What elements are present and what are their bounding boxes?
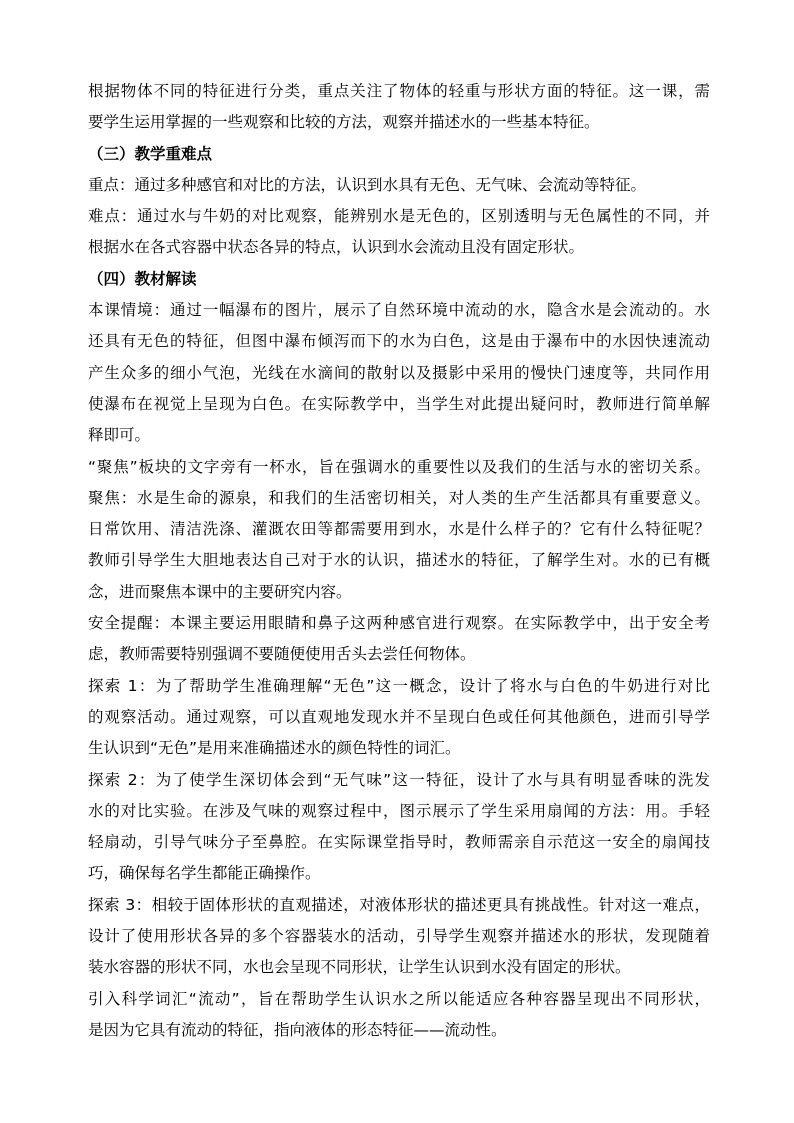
text-line: 根据物体不同的特征进行分类，重点关注了物体的轻重与形状方面的特征。这一课，需 <box>88 82 710 100</box>
text-line: 重点：通过多种感官和对比的方法，认识到水具有无色、无气味、会流动等特征。 <box>88 175 647 194</box>
text-line: 是因为它具有流动的特征，指向液体的形态特征——流动性。 <box>88 1020 507 1039</box>
text-line: 虑，教师需要特别强调不要随便使用舌头去尝任何物体。 <box>88 645 476 664</box>
text-line: 念，进而聚焦本课中的主要研究内容。 <box>88 582 352 601</box>
text-line: 使瀑布在视觉上呈现为白色。在实际教学中，当学生对此提出疑问时，教师进行简单解 <box>88 394 710 413</box>
text-line: 探索 1：为了帮助学生准确理解“无色”这一概念，设计了将水与白色的牛奶进行对比 <box>88 676 710 695</box>
text-line: 根据水在各式容器中状态各异的特点，认识到水会流动且没有固定形状。 <box>88 238 585 257</box>
text-line: 聚焦：水是生命的源泉，和我们的生活密切相关，对人类的生产生活都具有重要意义。 <box>88 488 710 507</box>
text-line: 生认识到“无色”是用来准确描述水的颜色特性的词汇。 <box>88 739 461 758</box>
text-line: 探索 3：相较于固体形状的直观描述，对液体形状的描述更具有挑战性。针对这一难点， <box>88 895 710 914</box>
document-page <box>88 76 710 1046</box>
text-line: 水的对比实验。在涉及气味的观察过程中，图示展示了学生采用扇闻的方法：用。手轻 <box>88 801 710 820</box>
text-line: 还具有无色的特征，但图中瀑布倾泻而下的水为白色，这是由于瀑布中的水因快速流动 <box>88 332 710 351</box>
document-body <box>88 76 710 1046</box>
text-line: 巧，确保每名学生都能正确操作。 <box>88 864 321 883</box>
text-line: 释即可。 <box>88 426 151 445</box>
text-line: 的观察活动。通过观察，可以直观地发现水并不呈现白色或任何其他颜色，进而引导学 <box>88 707 710 726</box>
section-heading: （三）教学重难点 <box>88 144 213 163</box>
text-line: 本课情境：通过一幅瀑布的图片，展示了自然环境中流动的水，隐含水是会流动的。水 <box>88 301 710 320</box>
text-line: 设计了使用形状各异的多个容器装水的活动，引导学生观察并描述水的形状，发现随着 <box>88 927 710 946</box>
text-line: 日常饮用、清洁洗涤、灌溉农田等都需要用到水，水是什么样子的？它有什么特征呢？ <box>88 520 710 539</box>
section-heading: （四）教材解读 <box>88 269 197 288</box>
text-line: “聚焦”板块的文字旁有一杯水，旨在强调水的重要性以及我们的生活与水的密切关系。 <box>88 457 710 476</box>
text-line: 要学生运用掌握的一些观察和比较的方法，观察并描述水的一些基本特征。 <box>88 113 600 132</box>
text-line: 装水容器的形状不同，水也会呈现不同形状，让学生认识到水没有固定的形状。 <box>88 958 631 977</box>
text-line: 难点：通过水与牛奶的对比观察，能辨别水是无色的，区别透明与无色属性的不同，并 <box>88 207 710 226</box>
text-line: 探索 2：为了使学生深切体会到“无气味”这一特征，设计了水与具有明显香味的洗发 <box>88 770 710 789</box>
text-line: 轻扇动，引导气味分子至鼻腔。在实际课堂指导时，教师需亲自示范这一安全的扇闻技 <box>88 833 710 852</box>
text-line: 产生众多的细小气泡，光线在水滴间的散射以及摄影中采用的慢快门速度等，共同作用 <box>88 363 710 382</box>
text-line: 安全提醒：本课主要运用眼睛和鼻子这两种感官进行观察。在实际教学中，出于安全考 <box>88 614 710 633</box>
text-line: 引入科学词汇“流动”，旨在帮助学生认识水之所以能适应各种容器呈现出不同形状， <box>88 989 710 1008</box>
text-line: 教师引导学生大胆地表达自己对于水的认识，描述水的特征，了解学生对。水的已有概 <box>88 551 710 570</box>
